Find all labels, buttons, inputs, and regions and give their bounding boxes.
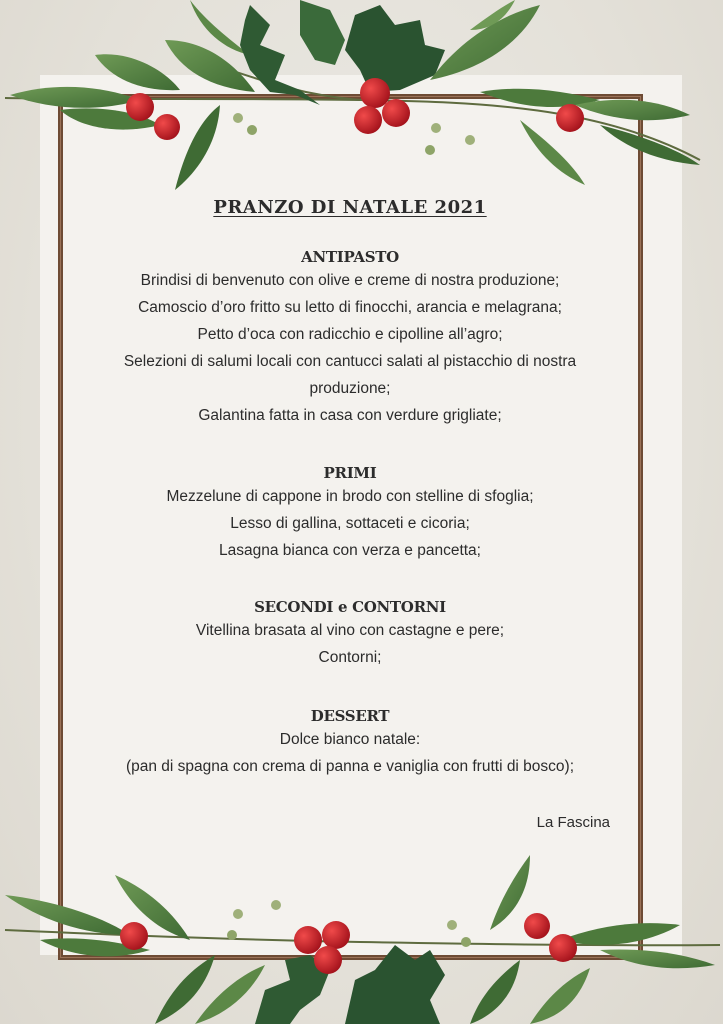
menu-line: Petto d’oca con radicchio e cipolline all’agro; [197, 326, 503, 343]
menu-line: Galantina fatta in casa con verdure grigliate; [198, 407, 502, 424]
holly-leaf-icon [300, 0, 345, 65]
olive-leaf-icon [530, 968, 590, 1024]
holly-garland-top [0, 0, 723, 200]
berry-icon [322, 921, 350, 949]
holly-leaf-icon [345, 945, 445, 1024]
menu-line: Brindisi di benvenuto con olive e creme di nostra produzione; [140, 272, 560, 289]
menu-line: Mezzelune di cappone in brodo con stelline di sfoglia; [166, 488, 534, 505]
berry-icon [549, 934, 577, 962]
berry-icon [126, 93, 154, 121]
olive-leaf-icon [175, 105, 220, 190]
holly-leaf-icon [345, 5, 445, 92]
menu-line: Dolce bianco natale: [279, 731, 421, 748]
menu-line: Contorni; [318, 649, 382, 666]
berry-icon [382, 99, 410, 127]
section-heading: DESSERT [310, 707, 390, 725]
berry-icon [154, 114, 180, 140]
berry-icon [314, 946, 342, 974]
olive-leaf-icon [560, 923, 680, 945]
section-heading: SECONDI e CONTORNI [254, 598, 446, 616]
berry-icon [524, 913, 550, 939]
olive-leaf-icon [575, 100, 690, 120]
berry-icon [294, 926, 322, 954]
menu-line: Vitellina brasata al vino con castagne e pere; [195, 622, 505, 639]
berry-icon [556, 104, 584, 132]
menu-line: (pan di spagna con crema di panna e vaniglia con frutti di bosco); [125, 758, 575, 775]
section-heading: PRIMI [323, 464, 377, 482]
olive-leaf-icon [600, 125, 700, 165]
olive-leaf-icon [470, 960, 520, 1024]
olive-leaf-icon [600, 950, 715, 969]
section-secondi [60, 598, 640, 671]
section-dessert [60, 707, 640, 780]
olive-leaf-icon [5, 895, 130, 935]
menu-line: Camoscio d’oro fritto su letto di finocchi, arancia e melagrana; [138, 299, 562, 316]
olive-leaf-icon [10, 87, 140, 108]
olive-leaf-icon [430, 5, 540, 80]
berry-icon [360, 78, 390, 108]
section-primi [60, 464, 640, 564]
restaurant-signature: La Fascina [536, 814, 610, 831]
holly-garland-bottom [0, 850, 723, 1024]
menu-title: PRANZO DI NATALE 2021 [213, 197, 487, 218]
menu-line: Lesso di gallina, sottaceti e cicoria; [230, 515, 470, 532]
olive-leaf-icon [490, 855, 530, 930]
menu-line: Lasagna bianca con verza e pancetta; [219, 542, 481, 559]
menu-line: Selezioni di salumi locali con cantucci salati al pistacchio di nostra [123, 353, 577, 370]
berry-icon [354, 106, 382, 134]
olive-leaf-icon [95, 54, 180, 90]
section-antipasto [60, 248, 640, 429]
berry-icon [120, 922, 148, 950]
section-heading: ANTIPASTO [301, 248, 399, 266]
menu-line: produzione; [309, 380, 391, 397]
